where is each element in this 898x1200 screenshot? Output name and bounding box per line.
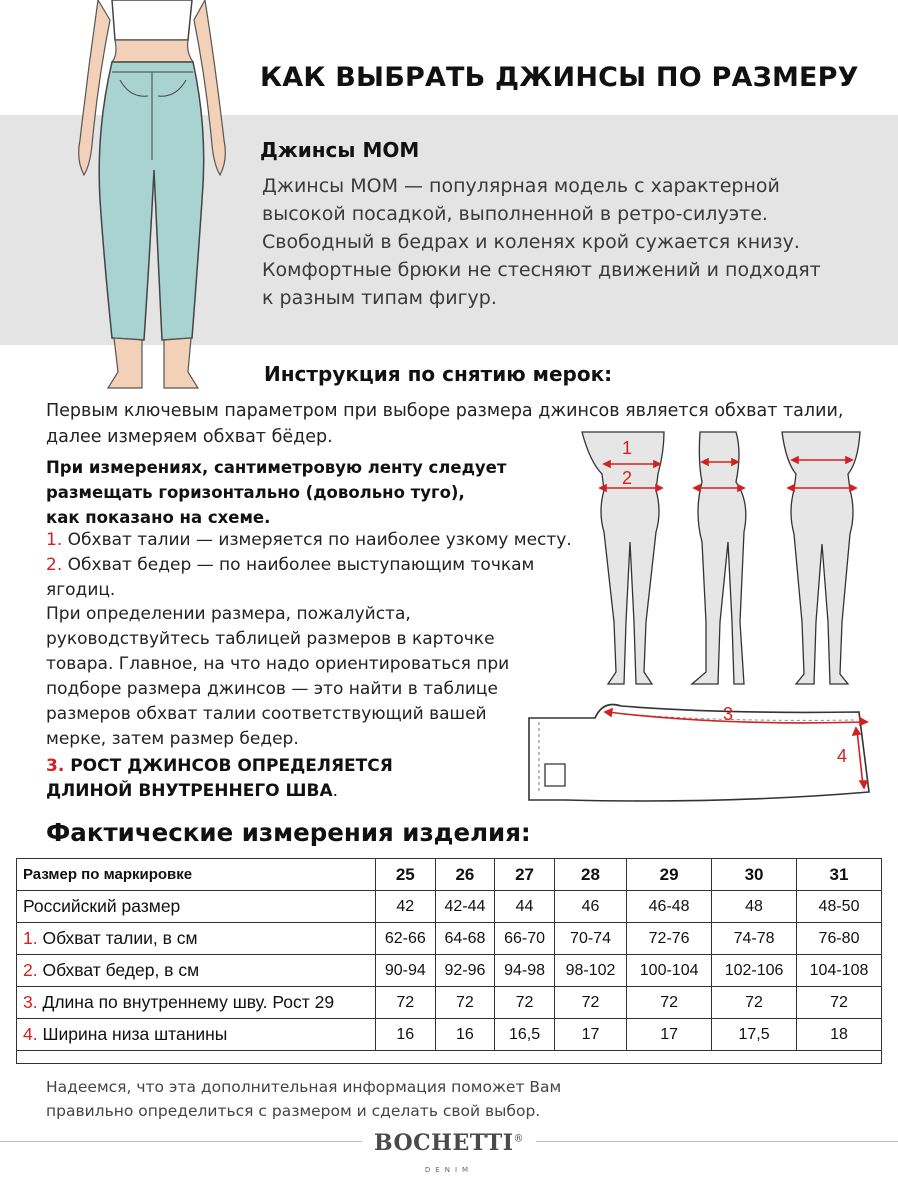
hem-marker-label: 4	[837, 746, 848, 766]
note-line: правильно определиться с размером и сделать свой выбор.	[46, 1102, 541, 1120]
table-cell: 92-96	[435, 955, 495, 987]
table-cell: 72	[712, 987, 797, 1019]
advice-line: мерке, затем размер бедер.	[46, 729, 299, 749]
brand-logo	[0, 1130, 898, 1156]
note-number: 3.	[46, 756, 65, 776]
table-cell: 72	[376, 987, 436, 1019]
description-line: к разным типам фигур.	[262, 287, 497, 309]
row-label-text: Длина по внутреннему шву. Рост 29	[37, 992, 335, 1012]
table-cell: 72-76	[627, 923, 712, 955]
closing-note	[46, 1075, 561, 1123]
item-text: Обхват талии — измеряется по наиболее узкому месту.	[62, 530, 572, 550]
row-number: 3.	[23, 992, 38, 1012]
intro-line: Первым ключевым параметром при выборе размера джинсов является обхват талии,	[46, 401, 844, 421]
table-cell: 17	[554, 1019, 626, 1051]
size-header: 28	[554, 859, 626, 891]
table-row	[17, 955, 882, 987]
advice-line: товара. Главное, на что надо ориентироваться при	[46, 654, 510, 674]
table-cell: 62-66	[376, 923, 436, 955]
size-table	[16, 858, 882, 1051]
description-line: Джинсы MOM — популярная модель с характерной	[262, 175, 780, 197]
table-cell: 98-102	[554, 955, 626, 987]
list-item	[46, 553, 572, 578]
page-title: КАК ВЫБРАТЬ ДЖИНСЫ ПО РАЗМЕРУ	[260, 62, 859, 93]
description-line: Свободный в бедрах и коленях крой сужается книзу.	[262, 231, 800, 253]
table-row	[17, 987, 882, 1019]
table-row	[17, 923, 882, 955]
note-text: ДЛИНОЙ ВНУТРЕННЕГО ШВА	[46, 781, 333, 801]
tip-line: При измерениях, сантиметровую ленту следует	[46, 458, 507, 477]
size-advice	[46, 602, 509, 752]
row-label	[17, 955, 376, 987]
row-number: 2.	[23, 960, 38, 980]
item-text: Обхват бедер — по наиболее выступающим точкам	[62, 555, 535, 575]
row-number: 1.	[23, 928, 38, 948]
table-cell: 72	[435, 987, 495, 1019]
table-cell: 94-98	[495, 955, 555, 987]
body-measurement-diagram	[560, 422, 880, 692]
size-header: 31	[797, 859, 882, 891]
model-description	[262, 172, 882, 312]
table-title: Фактические измерения изделия:	[46, 818, 531, 847]
table-cell: 16	[435, 1019, 495, 1051]
advice-line: При определении размера, пожалуйста,	[46, 604, 411, 624]
description-line: высокой посадкой, выполненной в ретро-силуэте.	[262, 203, 768, 225]
brand-subline: DENIM	[424, 1166, 474, 1174]
instructions-heading: Инструкция по снятию мерок:	[264, 362, 613, 386]
table-cell: 48	[712, 891, 797, 923]
table-cell: 72	[495, 987, 555, 1019]
table-cell: 70-74	[554, 923, 626, 955]
table-cell: 104-108	[797, 955, 882, 987]
table-cell: 72	[627, 987, 712, 1019]
table-cell: 16,5	[495, 1019, 555, 1051]
item-number: 2.	[46, 555, 63, 575]
tip-line: как показано на схеме.	[46, 508, 271, 527]
table-cell: 17,5	[712, 1019, 797, 1051]
advice-line: подборе размера джинсов — это найти в таблице	[46, 679, 498, 699]
size-header: 25	[376, 859, 436, 891]
note-line: Надеемся, что эта дополнительная информация поможет Вам	[46, 1078, 562, 1096]
note-text: .	[332, 781, 339, 801]
table-cell: 102-106	[712, 955, 797, 987]
table-header-row	[17, 859, 882, 891]
table-cell: 66-70	[495, 923, 555, 955]
row-number: 4.	[23, 1024, 38, 1044]
row-label	[17, 1019, 376, 1051]
table-cell: 90-94	[376, 955, 436, 987]
item-text: ягодиц.	[46, 580, 116, 600]
table-cell: 100-104	[627, 955, 712, 987]
table-cell: 74-78	[712, 923, 797, 955]
table-cell: 16	[376, 1019, 436, 1051]
item-number: 1.	[46, 530, 63, 550]
table-cell: 46-48	[627, 891, 712, 923]
table-cell: 48-50	[797, 891, 882, 923]
brand-name: BOCHETTI	[374, 1130, 514, 1156]
header-label: Размер по маркировке	[17, 859, 376, 891]
table-cell: 64-68	[435, 923, 495, 955]
table-cell: 42-44	[435, 891, 495, 923]
description-line: Комфортные брюки не стесняют движений и подходят	[262, 259, 821, 281]
size-header: 26	[435, 859, 495, 891]
measurement-list	[46, 528, 572, 603]
row-label-text: Ширина низа штанины	[37, 1024, 228, 1044]
size-header: 27	[495, 859, 555, 891]
jeans-leg-diagram	[525, 696, 875, 806]
tip-line: размещать горизонтально (довольно туго),	[46, 483, 465, 502]
note-text: РОСТ ДЖИНСОВ ОПРЕДЕЛЯЕТСЯ	[64, 756, 393, 776]
advice-line: размеров обхват талии соответствующий вашей	[46, 704, 487, 724]
row-label	[17, 891, 376, 923]
table-cell: 42	[376, 891, 436, 923]
row-label-text: Российский размер	[23, 896, 181, 916]
model-name: Джинсы MOM	[260, 138, 420, 162]
intro-line: далее измеряем обхват бёдер.	[46, 427, 333, 447]
inseam-note	[46, 754, 393, 804]
table-cell: 18	[797, 1019, 882, 1051]
row-label	[17, 987, 376, 1019]
size-header: 29	[627, 859, 712, 891]
row-label-text: Обхват талии, в см	[37, 928, 198, 948]
table-cell: 44	[495, 891, 555, 923]
table-cell: 72	[554, 987, 626, 1019]
jeans-model-illustration	[60, 0, 240, 400]
size-header: 30	[712, 859, 797, 891]
waist-marker-label: 1	[622, 438, 633, 458]
registered-mark: ®	[513, 1133, 524, 1145]
row-label	[17, 923, 376, 955]
list-item	[46, 578, 572, 603]
list-item	[46, 528, 572, 553]
table-row	[17, 891, 882, 923]
table-cell: 17	[627, 1019, 712, 1051]
table-cell: 46	[554, 891, 626, 923]
table-cell: 76-80	[797, 923, 882, 955]
hips-marker-label: 2	[622, 468, 633, 488]
table-row	[17, 1019, 882, 1051]
measuring-tip	[46, 455, 506, 530]
advice-line: руководствуйтесь таблицей размеров в карточке	[46, 629, 495, 649]
row-label-text: Обхват бедер, в см	[37, 960, 200, 980]
inseam-marker-label: 3	[723, 704, 734, 724]
table-cell: 72	[797, 987, 882, 1019]
